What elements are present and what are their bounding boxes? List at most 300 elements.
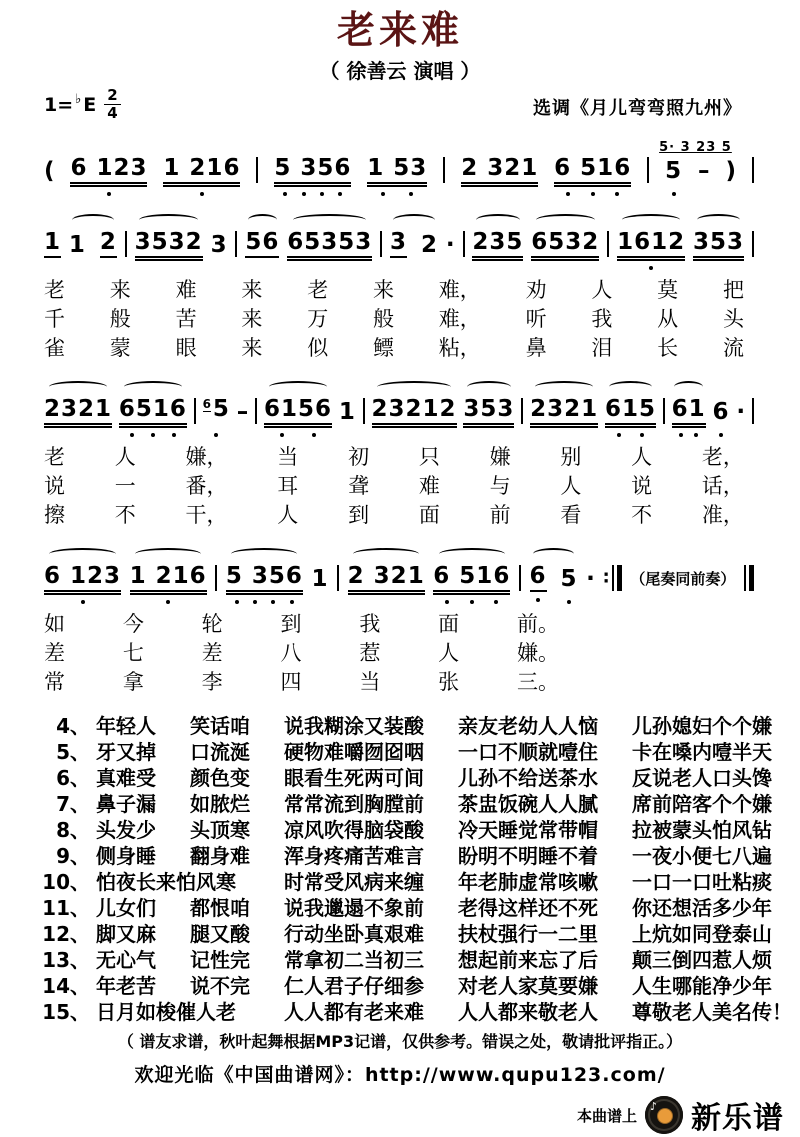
lyric-syllable: 嫌 <box>489 445 511 469</box>
verse-row <box>18 765 800 791</box>
note-digits: 2 321 <box>461 155 539 181</box>
octave-dot <box>672 192 676 196</box>
verse-phrase: 怕夜长来怕风寒 <box>96 870 236 894</box>
lyric-syllable: 头 <box>722 307 744 331</box>
octave-dot <box>200 192 204 196</box>
octave-dot <box>567 600 571 604</box>
lyric-syllable: 鼻 <box>525 336 547 360</box>
octave-dot <box>320 192 324 196</box>
lyric-syllable: 老 <box>44 278 65 302</box>
brand-name: 新乐谱 <box>691 1101 784 1136</box>
lyric-syllable: 八 <box>280 641 302 665</box>
lyric-syllable: 话， <box>701 474 744 498</box>
lyric-syllable: 般 <box>109 307 131 331</box>
lyric-line <box>44 334 744 363</box>
lyric-syllable: 面 <box>438 612 460 636</box>
slur-group <box>44 396 112 425</box>
octave-dot <box>280 433 284 437</box>
note-group <box>119 396 187 425</box>
note-group <box>372 396 457 425</box>
lyric-syllable: 四 <box>280 670 302 694</box>
lyric-syllable: 差 <box>201 641 223 665</box>
note-digits: 6 123 <box>44 563 122 589</box>
lyric-syllable: 说 <box>631 474 653 498</box>
verse-phrase: 扶杖强行一二里 <box>458 922 598 946</box>
barline <box>463 231 465 257</box>
verse-phrase: 凉风吹得脑袋酸 <box>284 818 424 842</box>
octave-dot <box>615 192 619 196</box>
lyric-syllable: 今 <box>122 612 144 636</box>
verse-number: 8、 <box>56 818 90 842</box>
note-group <box>367 155 427 184</box>
lyric-syllable: 张 <box>438 670 460 694</box>
note-group <box>287 229 372 258</box>
lyrics-block <box>0 610 800 697</box>
note-digits: 5 <box>212 396 230 422</box>
lyric-syllable: 蒙 <box>109 336 131 360</box>
note-digits: 5 <box>560 566 578 592</box>
note-digits: 6 516 <box>433 563 511 589</box>
verse-phrase: 颠三倒四惹人烦 <box>632 948 772 972</box>
meter-numerator: 2 <box>104 88 120 105</box>
notation-line <box>44 377 754 439</box>
lyric-syllable: 三。 <box>516 670 559 694</box>
barline <box>337 565 339 591</box>
flat-sign: ♭ <box>75 92 82 107</box>
note-group <box>163 155 240 184</box>
verse-phrase: 时常受风病来缠 <box>284 870 424 894</box>
lyric-syllable: 差 <box>44 641 65 665</box>
lyric-line <box>44 610 559 639</box>
notation-line <box>44 210 754 272</box>
verse-phrase: 硬物难嚼囫囵咽 <box>284 740 424 764</box>
octave-dots <box>46 600 119 604</box>
verse-phrase: 无心气 <box>96 948 156 972</box>
octave-dot <box>409 192 413 196</box>
lyric-syllable: 准， <box>701 503 744 527</box>
lyric-syllable: 流 <box>722 336 744 360</box>
lyric-syllable: 粘， <box>438 336 481 360</box>
lyric-syllable: 耳 <box>277 474 299 498</box>
verse-phrase: 行动坐卧真艰难 <box>284 922 424 946</box>
note-digits: 3 <box>390 229 408 255</box>
barline <box>519 565 521 591</box>
octave-dot <box>536 598 540 602</box>
lyric-syllable: 常 <box>44 670 65 694</box>
thick-barline <box>617 565 622 591</box>
note-group <box>44 563 121 592</box>
lyric-syllable: 人 <box>631 445 653 469</box>
lyric-syllable: 别 <box>560 445 582 469</box>
verse-phrase: 茶盅饭碗人人腻 <box>458 792 598 816</box>
lyric-syllable: 人 <box>591 278 613 302</box>
verse-phrase: 说我糊涂又装酸 <box>284 714 424 738</box>
octave-dot <box>81 600 85 604</box>
transcriber-note: （ 谱友求谱，秋叶起舞根据MP3记谱，仅供参考。错误之处，敬请批评指正。） <box>117 1032 683 1051</box>
lyrics-block <box>0 443 800 530</box>
octave-dot <box>312 433 316 437</box>
octave-dot <box>214 433 218 437</box>
note-group <box>390 229 407 258</box>
lyric-syllable: 难， <box>438 278 481 302</box>
verse-number: 15、 <box>42 1000 90 1024</box>
note-group <box>348 563 425 592</box>
lyric-syllable: 人 <box>277 503 299 527</box>
notation-symbol: – <box>698 158 710 184</box>
lyric-syllable: 轮 <box>201 612 223 636</box>
note-digits: 2321 <box>44 396 113 422</box>
note-digits: 6 <box>529 563 547 589</box>
slur-group <box>119 396 187 425</box>
lyric-syllable: 老 <box>44 445 65 469</box>
verse-phrase: 亲友老幼人人恼 <box>458 714 598 738</box>
slur-group <box>530 396 598 425</box>
note-digits: 615 <box>604 396 656 422</box>
verse-phrase: 想起前来忘了后 <box>458 948 598 972</box>
slur-group <box>245 229 279 258</box>
key-letter: E <box>83 93 97 116</box>
note-digits: 65353 <box>287 229 373 255</box>
key-and-source-row <box>44 88 742 124</box>
octave-dot <box>151 433 155 437</box>
verse-phrase: 冷天睡觉常带帽 <box>458 818 598 842</box>
note-digits: 6 123 <box>70 155 148 181</box>
note-group <box>211 232 228 258</box>
barline <box>235 231 237 257</box>
lyric-syllable: 番， <box>185 474 228 498</box>
lyric-syllable: 惹 <box>359 641 381 665</box>
slur-group <box>530 563 578 592</box>
octave-dots <box>435 600 508 604</box>
note-digits: 1 <box>68 232 86 258</box>
verse-phrase: 盼明不明睡不着 <box>458 844 598 868</box>
lyric-syllable: 来 <box>241 278 263 302</box>
lyric-syllable: 面 <box>418 503 440 527</box>
note-digits: 6516 <box>118 396 187 422</box>
note-digits: 3 <box>210 232 228 258</box>
barline <box>443 157 445 183</box>
lyric-syllable: 前 <box>489 503 511 527</box>
note-group <box>461 155 538 184</box>
thin-barline <box>612 565 614 591</box>
octave-dots <box>165 192 238 196</box>
meter-denominator: 4 <box>107 104 118 122</box>
verse-phrase: 牙又掉 <box>96 740 156 764</box>
thick-barline <box>749 565 754 591</box>
octave-dot <box>283 192 287 196</box>
slur-group <box>372 396 457 425</box>
slur-group <box>348 563 425 592</box>
slur-group <box>433 563 510 592</box>
note-group <box>44 229 61 258</box>
note-digits: 6532 <box>531 229 600 255</box>
lyrics-block <box>0 276 800 363</box>
barline <box>194 398 196 424</box>
lyric-syllable: 人 <box>114 445 136 469</box>
verse-phrase: 常常流到胸膛前 <box>284 792 424 816</box>
lyric-syllable: 我 <box>359 612 381 636</box>
verse-phrase: 翻身难 <box>190 844 250 868</box>
lyric-syllable: 我 <box>591 307 613 331</box>
note-digits: 2 321 <box>347 563 425 589</box>
note-group <box>245 229 279 258</box>
verse-phrase: 鼻子漏 <box>96 792 156 816</box>
octave-dot <box>166 600 170 604</box>
barline <box>215 565 217 591</box>
lyric-syllable: 嫌， <box>185 445 228 469</box>
octave-dot <box>591 192 595 196</box>
lyric-syllable: 李 <box>201 670 223 694</box>
lyric-syllable: 把 <box>722 278 744 302</box>
final-barline <box>744 565 754 591</box>
lyric-syllable: 擦 <box>44 503 65 527</box>
lyric-syllable: 来 <box>372 278 394 302</box>
verse-phrase: 上炕如同登泰山 <box>632 922 772 946</box>
performer-subtitle: （ 徐善云 演唱 ） <box>319 59 481 83</box>
note-group <box>530 396 598 425</box>
slur-group <box>44 563 121 592</box>
lyric-syllable: 初 <box>348 445 370 469</box>
notation-symbol: · <box>736 399 746 425</box>
slur-group <box>672 396 706 425</box>
octave-dot <box>235 600 239 604</box>
verse-number: 11、 <box>42 896 90 920</box>
annotation-text: （尾奏同前奏） <box>630 570 736 588</box>
verse-row <box>18 791 800 817</box>
slur-group <box>135 229 203 258</box>
octave-dots <box>715 433 728 437</box>
octave-dots <box>607 433 654 437</box>
tune-source: 选调《月儿弯弯照九州》 <box>533 98 742 119</box>
note-group <box>463 396 514 425</box>
lyric-syllable: 难， <box>438 307 481 331</box>
barline <box>363 398 365 424</box>
octave-dots <box>132 600 205 604</box>
lyric-syllable: 难 <box>418 474 440 498</box>
octave-dot <box>445 600 449 604</box>
note-group <box>339 399 356 425</box>
verse-number: 5、 <box>56 740 90 764</box>
verse-phrase: 说不完 <box>190 974 250 998</box>
note-group <box>561 566 578 592</box>
note-group <box>100 229 117 258</box>
notation-line <box>44 136 754 198</box>
slur-group <box>617 229 685 258</box>
lyric-syllable: 长 <box>657 336 679 360</box>
logo-row <box>0 1093 784 1137</box>
note-group <box>70 155 147 184</box>
barline <box>255 398 257 424</box>
lyric-line <box>44 276 744 305</box>
note-group <box>693 229 744 258</box>
slur-group <box>264 396 332 425</box>
note-digits: 3532 <box>134 229 203 255</box>
verse-phrase: 说我邋遢不象前 <box>284 896 424 920</box>
verse-row <box>18 869 800 895</box>
verse-row <box>18 739 800 765</box>
slur-group <box>130 563 207 592</box>
note-group <box>135 229 203 258</box>
verse-phrase: 一口一口吐粘痰 <box>632 870 772 894</box>
verse-phrase: 口流涎 <box>190 740 250 764</box>
key-signature <box>44 88 121 121</box>
notation-symbol: – <box>236 399 249 425</box>
repeat-barline <box>603 565 621 591</box>
lyric-syllable: 似 <box>307 336 329 360</box>
verse-phrase: 年老肺虚常咳嗽 <box>458 870 598 894</box>
key-prefix: 1= <box>44 93 74 116</box>
verse-phrase: 都恨咱 <box>190 896 250 920</box>
octave-dots <box>276 192 349 196</box>
lyric-syllable: 不 <box>114 503 136 527</box>
grace-note: 6 <box>202 397 211 411</box>
barline <box>663 398 665 424</box>
octave-dot <box>494 600 498 604</box>
lyric-syllable: 苦 <box>175 307 197 331</box>
note-group <box>264 396 332 425</box>
verse-list <box>18 713 800 1025</box>
lyric-syllable: 与 <box>489 474 511 498</box>
octave-dots <box>667 192 680 196</box>
note-digits: 353 <box>463 396 515 422</box>
octave-dots <box>556 192 629 196</box>
grace-notes-above: 5· 3 23 5 <box>659 140 732 155</box>
barline <box>647 157 649 183</box>
verse-phrase: 头发少 <box>96 818 156 842</box>
music-systems <box>0 136 800 697</box>
octave-dots <box>532 598 545 602</box>
verse-phrase: 对老人家莫要嫌 <box>458 974 598 998</box>
barline <box>607 231 609 257</box>
lyric-line <box>44 639 559 668</box>
note-digits: 235 <box>472 229 524 255</box>
octave-dots <box>563 600 576 604</box>
verse-phrase: 如脓烂 <box>190 792 250 816</box>
note-group <box>433 563 510 592</box>
lyric-syllable: 万 <box>307 307 329 331</box>
note-digits: 1 <box>311 566 329 592</box>
barline <box>521 398 523 424</box>
verse-phrase: 拉被蒙头怕风钻 <box>632 818 772 842</box>
lyric-syllable: 莫 <box>657 278 679 302</box>
slur-group <box>69 229 117 258</box>
verse-phrase: 年轻人 <box>96 714 156 738</box>
note-group <box>69 232 86 258</box>
lyric-syllable: 老 <box>307 278 329 302</box>
note-group <box>203 396 230 425</box>
note-group <box>472 229 523 258</box>
lyric-line <box>44 305 744 334</box>
time-signature <box>104 88 120 121</box>
lyric-syllable: 雀 <box>44 336 65 360</box>
notation-symbol: · <box>586 566 595 592</box>
verse-phrase: 年老苦 <box>96 974 156 998</box>
verse-number: 9、 <box>56 844 90 868</box>
note-digits: 1 53 <box>367 155 428 181</box>
lyric-syllable: 当 <box>359 670 381 694</box>
lyric-syllable: 到 <box>348 503 370 527</box>
lyric-syllable: 眼 <box>175 336 197 360</box>
note-group <box>421 232 438 258</box>
note-group <box>617 229 685 258</box>
verse-row <box>18 817 800 843</box>
verse-number: 4、 <box>56 714 90 738</box>
lyric-syllable: 千 <box>44 307 65 331</box>
verse-phrase: 眼看生死两可间 <box>284 766 424 790</box>
verse-row <box>18 921 800 947</box>
lyric-syllable: 说 <box>44 474 65 498</box>
note-group <box>274 155 351 184</box>
octave-dots <box>205 433 228 437</box>
verse-phrase: 尊敬老人美名传！ <box>632 1000 792 1024</box>
verse-phrase: 儿女们 <box>96 896 156 920</box>
lyric-syllable: 来 <box>241 336 263 360</box>
lyric-line <box>44 472 744 501</box>
slur-group <box>390 229 438 258</box>
slur-group <box>472 229 523 258</box>
lyric-syllable: 听 <box>525 307 547 331</box>
lyric-syllable: 来 <box>241 307 263 331</box>
lyric-syllable: 般 <box>372 307 394 331</box>
octave-dot <box>172 433 176 437</box>
note-group <box>130 563 207 592</box>
note-digits: 56 <box>245 229 280 255</box>
barline <box>256 157 258 183</box>
lyric-syllable: 不 <box>631 503 653 527</box>
barline <box>752 157 754 183</box>
note-digits: 2 <box>421 232 439 258</box>
note-group <box>713 399 730 425</box>
note-digits: 6 <box>712 399 730 425</box>
octave-dot <box>253 600 257 604</box>
verse-number: 13、 <box>42 948 90 972</box>
verse-phrase: 颜色变 <box>190 766 250 790</box>
lyric-line <box>44 443 744 472</box>
note-group <box>44 396 112 425</box>
octave-dots <box>369 192 425 196</box>
note-digits: 2 <box>99 229 117 255</box>
lyric-syllable: 到 <box>280 612 302 636</box>
verse-phrase: 日月如梭催人老 <box>96 1000 236 1024</box>
note-digits: 23212 <box>371 396 457 422</box>
lyric-syllable: 干， <box>185 503 228 527</box>
slur-group <box>693 229 744 258</box>
octave-dot <box>694 433 698 437</box>
slur-group <box>226 563 303 592</box>
logo-prefix-text: 本曲谱上 <box>576 1106 637 1125</box>
octave-dot <box>649 266 653 270</box>
slur-group <box>605 396 656 425</box>
octave-dot <box>719 433 723 437</box>
verse-phrase: 卡在嗓内噎半天 <box>632 740 772 764</box>
lyric-line <box>44 501 744 530</box>
lyric-syllable: 劝 <box>525 278 547 302</box>
note-group <box>605 396 656 425</box>
verse-row <box>18 947 800 973</box>
note-digits: 2321 <box>530 396 599 422</box>
verse-phrase: 儿孙媳妇个个嫌 <box>632 714 772 738</box>
lyric-syllable: 嫌。 <box>516 641 559 665</box>
note-digits: 1 <box>44 229 62 255</box>
barline <box>380 231 382 257</box>
verse-row <box>18 973 800 999</box>
verse-phrase: 反说老人口头馋 <box>632 766 772 790</box>
verse-phrase: 常拿初二当初三 <box>284 948 424 972</box>
note-digits: 1 216 <box>129 563 207 589</box>
verse-phrase: 你还想活多少年 <box>632 896 772 920</box>
lyric-syllable: 鳔 <box>372 336 394 360</box>
verse-phrase: 人人都来敬老人 <box>458 1000 598 1024</box>
